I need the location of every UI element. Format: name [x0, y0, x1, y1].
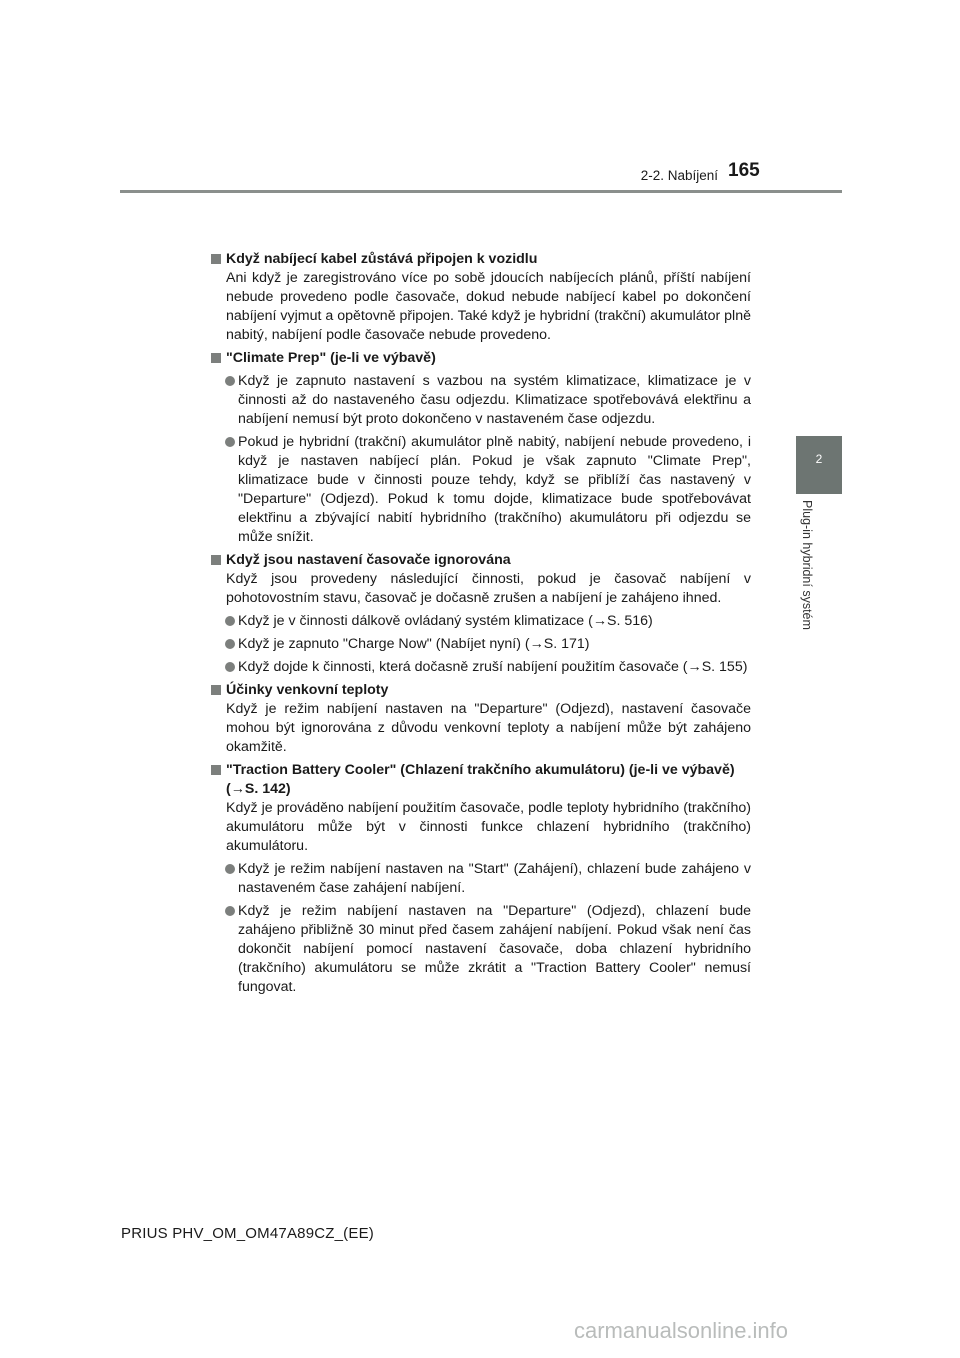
header-rule: [120, 190, 842, 193]
bullet-item: [209, 902, 751, 997]
bullet-item: [209, 658, 751, 677]
section: [209, 349, 751, 547]
section-paragraph: Když je prováděno nabíjení použitím časovače, podle teploty hybridního (trakčního) akumulátoru může být v činnosti funkce chlazení hybridního (trakčního) akumulátoru.: [226, 800, 751, 854]
section-heading: [209, 681, 751, 700]
circle-bullet-icon: [225, 376, 235, 386]
bullet-text: Když dojde k činnosti, která dočasně zruší nabíjení použitím časovače (→S. 155): [238, 659, 748, 675]
square-bullet-icon: [211, 353, 221, 363]
bullet-text: Když je v činnosti dálkově ovládaný systém klimatizace (→S. 516): [238, 613, 653, 629]
page-content: [209, 250, 751, 1001]
section-heading: [209, 551, 751, 570]
bullet-text: Když je režim nabíjení nastaven na "Start" (Zahájení), chlazení bude zahájeno v nastaveném čase zahájení nabíjení.: [238, 861, 751, 896]
section-title: 2-2. Nabíjení: [640, 168, 718, 183]
section-heading-text: Když nabíjecí kabel zůstává připojen k vozidlu: [226, 251, 538, 267]
section-heading-text: "Climate Prep" (je-li ve výbavě): [226, 350, 436, 366]
bullet-item: [209, 612, 751, 631]
bullet-item: [209, 433, 751, 547]
section-heading: [209, 250, 751, 269]
circle-bullet-icon: [225, 662, 235, 672]
bullet-text: Pokud je hybridní (trakční) akumulátor plně nabitý, nabíjení nebude provedeno, i když je nastaven nabíjecí plán. Pokud je však zapnuto "Climate Prep", klimatizace bude v činnosti pouze tehdy, když se přiblíží čas nastavený v "Departure" (Odjezd). Pokud k tomu dojde, klimatizace bude spotřebovávat elektřinu a zbývající nabití hybridního (trakčního) akumulátoru při odjezdu se může snížit.: [238, 434, 751, 545]
section-heading-text: Když jsou nastavení časovače ignorována: [226, 552, 511, 568]
bullet-text: Když je zapnuto nastavení s vazbou na systém klimatizace, klimatizace je v činnosti až do nastaveného času odjezdu. Klimatizace spotřebovává elektřinu a nabíjení nemusí být proto dokončeno v nastaveném čase odjezdu.: [238, 373, 751, 427]
square-bullet-icon: [211, 555, 221, 565]
circle-bullet-icon: [225, 639, 235, 649]
circle-bullet-icon: [225, 906, 235, 916]
section-paragraph: Když jsou provedeny následující činnosti, pokud je časovač nabíjení v pohotovostním stavu, časovač je dočasně zrušen a nabíjení je zahájeno ihned.: [226, 571, 751, 606]
bullet-item: [209, 860, 751, 898]
bullet-text: Když je režim nabíjení nastaven na "Departure" (Odjezd), chlazení bude zahájeno přibližně 30 minut před časem zahájení nabíjení. Pokud však není čas dokončit nabíjení pomocí nastavení časovače, doba chlazení hybridního (trakčního) akumulátoru se může zkrátit a "Traction Battery Cooler" nemusí fungovat.: [238, 903, 751, 995]
chapter-tab-label-text: Plug-in hybridní systém: [800, 500, 814, 630]
watermark: carmanualsonline.info: [574, 1318, 789, 1343]
circle-bullet-icon: [225, 864, 235, 874]
section: [209, 761, 751, 997]
section-heading-text: Účinky venkovní teploty: [226, 682, 389, 698]
chapter-tab-label: [776, 500, 960, 700]
section: [209, 250, 751, 345]
bullet-item: [209, 372, 751, 429]
square-bullet-icon: [211, 765, 221, 775]
bullet-text: Když je zapnuto "Charge Now" (Nabíjet nyní) (→S. 171): [238, 636, 590, 652]
square-bullet-icon: [211, 685, 221, 695]
circle-bullet-icon: [225, 616, 235, 626]
section: [209, 681, 751, 757]
circle-bullet-icon: [225, 437, 235, 447]
chapter-tab-number: 2: [815, 452, 823, 466]
page-number: 165: [728, 160, 760, 181]
bullet-item: [209, 635, 751, 654]
document-id: PRIUS PHV_OM_OM47A89CZ_(EE): [121, 1225, 374, 1242]
section-paragraph: Ani když je zaregistrováno více po sobě jdoucích nabíjecích plánů, příští nabíjení nebude provedeno podle časovače, dokud nebude nabíjecí kabel po dokončení nabíjení vyjmut a opětovně připojen. Také když je hybridní (trakční) akumulátor plně nabitý, nabíjení podle časovače nebude provedeno.: [226, 270, 751, 343]
section-paragraph: Když je režim nabíjení nastaven na "Departure" (Odjezd), nastavení časovače mohou být ignorována z důvodu venkovní teploty a nabíjení může být zahájeno okamžitě.: [226, 701, 751, 755]
section-heading: [209, 761, 751, 799]
section: [209, 551, 751, 677]
section-heading-text: "Traction Battery Cooler" (Chlazení trakčního akumulátoru) (je-li ve výbavě) (→S. 142): [226, 762, 735, 797]
section-heading: [209, 349, 751, 368]
square-bullet-icon: [211, 254, 221, 264]
